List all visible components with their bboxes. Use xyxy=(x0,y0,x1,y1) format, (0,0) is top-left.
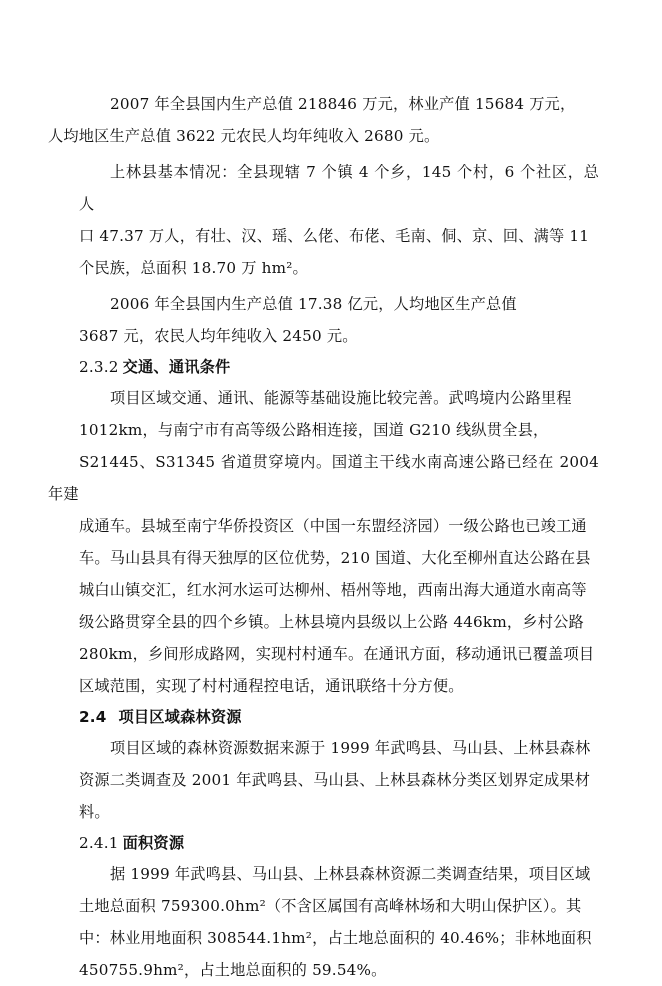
section-number: 2.4.1 xyxy=(79,834,119,852)
text-line: 项目区域的森林资源数据来源于 1999 年武鸣县、马山县、上林县森林 xyxy=(110,739,591,757)
text-line: 级公路贯穿全县的四个乡镇。上林县境内县级以上公路 446km，乡村公路 xyxy=(79,613,584,631)
section-title: 项目区域森林资源 xyxy=(118,708,242,726)
section-title: 交通、通讯条件 xyxy=(122,358,231,376)
paragraph-transport xyxy=(48,382,599,702)
text-line: 成通车。县城至南宁华侨投资区（中国一东盟经济园）一级公路也已竣工通 xyxy=(79,517,587,535)
text-line: 城白山镇交汇，红水河水运可达柳州、梧州等地，西南出海大通道水南高等 xyxy=(79,581,587,599)
text-line: 人均地区生产总值 3622 元农民人均年纯收入 2680 元。 xyxy=(48,127,440,145)
text-line: 区域范围，实现了村村通程控电话，通讯联络十分方便。 xyxy=(79,677,464,695)
text-line: 3687 元，农民人均年纯收入 2450 元。 xyxy=(79,327,358,345)
text-line: 上林县基本情况：全县现辖 7 个镇 4 个乡，145 个村，6 个社区，总人 xyxy=(79,163,599,213)
section-number: 2.4 xyxy=(79,708,107,726)
paragraph-area-resources xyxy=(79,858,599,986)
text-line: 中：林业用地面积 308544.1hm²，占土地总面积的 40.46%；非林地面积 xyxy=(79,929,592,947)
text-line: 据 1999 年武鸣县、马山县、上林县森林资源二类调查结果，项目区域 xyxy=(110,865,591,883)
section-heading-2-4-1 xyxy=(79,828,599,858)
paragraph-shanglin-basic xyxy=(79,156,599,284)
section-number: 2.3.2 xyxy=(79,358,119,376)
text-line: 口 47.37 万人，有壮、汉、瑶、么佬、布佬、毛南、侗、京、回、满等 11 xyxy=(79,227,590,245)
text-line: 车。马山县具有得天独厚的区位优势，210 国道、大化至柳州直达公路在县 xyxy=(79,549,591,567)
paragraph-forest-data-source xyxy=(79,732,599,828)
text-line: 个民族，总面积 18.70 万 hm²。 xyxy=(79,259,308,277)
section-heading-2-3-2 xyxy=(79,352,599,382)
text-line: 450755.9hm²，占土地总面积的 59.54%。 xyxy=(79,961,387,979)
text-line: 1012km，与南宁市有高等级公路相连接，国道 G210 线纵贯全县， xyxy=(79,421,549,439)
text-line: 土地总面积 759300.0hm²（不含区属国有高峰林场和大明山保护区）。其 xyxy=(79,897,582,915)
section-heading-2-4 xyxy=(79,702,599,732)
text-line: 项目区域交通、通讯、能源等基础设施比较完善。武鸣境内公路里程 xyxy=(110,389,572,407)
paragraph-gdp-2007 xyxy=(48,88,599,152)
text-line: 280km，乡间形成路网，实现村村通车。在通讯方面，移动通讯已覆盖项目 xyxy=(79,645,595,663)
text-line: 2007 年全县国内生产总值 218846 万元，林业产值 15684 万元， xyxy=(110,95,576,113)
paragraph-gdp-2006 xyxy=(79,288,599,352)
section-title: 面积资源 xyxy=(122,834,185,852)
text-line: 资源二类调查及 2001 年武鸣县、马山县、上林县森林分类区划界定成果材 xyxy=(79,771,591,789)
text-line: 2006 年全县国内生产总值 17.38 亿元，人均地区生产总值 xyxy=(110,295,517,313)
document-page xyxy=(48,88,599,986)
text-line: 料。 xyxy=(79,803,110,821)
text-line: S21445、S31345 省道贯穿境内。国道主干线水南高速公路已经在 2004 年建 xyxy=(48,453,599,503)
